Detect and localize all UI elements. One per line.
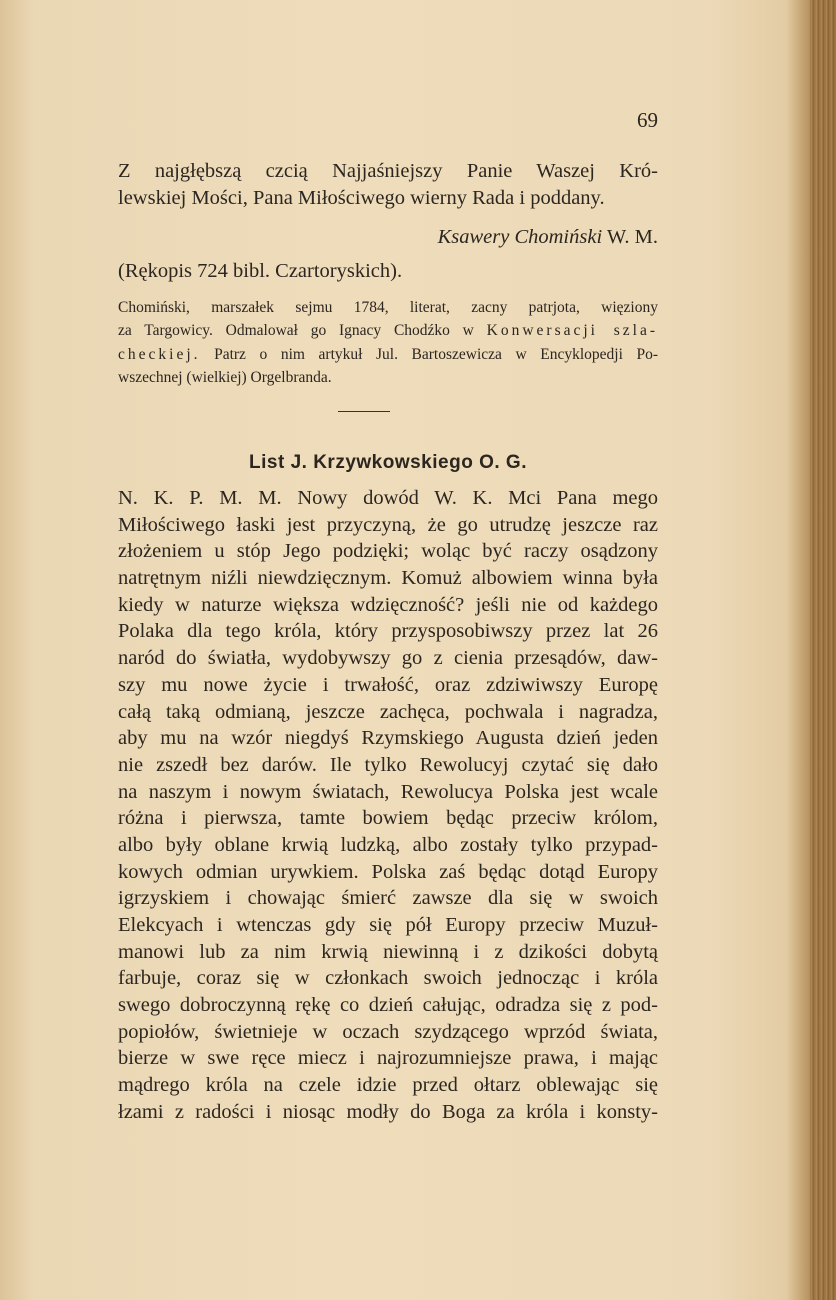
letter-line: złożeniem u stóp Jego podzięki; woląc być raczy osądzony (118, 540, 658, 563)
footnote-line-3 (118, 343, 658, 366)
footnote-spaced-title-end: checkiej. (118, 345, 201, 363)
letter-body (118, 485, 658, 1126)
footnote-line-4: wszechnej (wielkiej) Orgelbranda. (118, 368, 332, 386)
letter-line: swego dobroczynną rękę co dzień całując, odradza się z pod- (118, 994, 658, 1017)
signature-name: Ksawery Chomiński (437, 226, 603, 248)
signature (118, 226, 658, 249)
footnote-line-3-text: Patrz o nim artykuł Jul. Bartoszewicza w Encyklopedji Po- (214, 345, 658, 363)
book-spine-edge (810, 0, 836, 1300)
letter-line: szy mu nowe życie i trwałość, oraz zdziwiwszy Europę (118, 673, 658, 696)
letter-line: na naszym i nowym światach, Rewolucya Polska jest wcale (118, 780, 658, 803)
footnote-line-2 (118, 319, 658, 342)
letter-line: kowych odmian urywkiem. Polska zaś będąc dotąd Europy (118, 860, 658, 883)
letter-line: naród do światła, wydobywszy go z cienia przesądów, daw- (118, 647, 658, 670)
letter-line: manowi lub za nim krwią niewinną i z dzikości dobytą (118, 940, 658, 963)
closing-line-2: lewskiej Mości, Pana Miłościwego wierny Rada i poddany. (118, 186, 605, 209)
letter-line: różna i pierwsza, tamte bowiem będąc przeciw królom, (118, 807, 658, 830)
letter-line: mądrego króla na czele idzie przed ołtarz oblewając się (118, 1074, 658, 1097)
letter-line: albo były oblane krwią ludzką, albo zostały tylko przypad- (118, 833, 658, 856)
letter-line: bierze w swe ręce miecz i najrozumniejsze prawa, i mając (118, 1047, 658, 1070)
closing-paragraph (118, 158, 658, 211)
signature-suffix: W. M. (606, 226, 658, 248)
footnote (118, 296, 658, 389)
letter-line: kiedy w naturze większa wdzięczność? jeśli nie od każdego (118, 593, 658, 616)
closing-line-1: Z najgłębszą czcią Najjaśniejszy Panie Waszej Kró- (118, 160, 658, 182)
letter-line: Polaka dla tego króla, który przysposobiwszy przez lat 26 (118, 620, 658, 643)
footnote-spaced-title: Konwersacji szla- (486, 322, 658, 340)
letter-line: Miłościwego łaski jest przyczyną, że go utrudzę jeszcze raz (118, 513, 658, 536)
letter-line: N. K. P. M. M. Nowy dowód W. K. Mci Pana mego (118, 487, 658, 509)
section-divider (338, 411, 390, 412)
letter-line: Elekcyach i wtenczas gdy się pół Europy przeciw Muzuł- (118, 914, 658, 936)
letter-line: nie zszedł bez darów. Ile tylko Rewolucyj czytać się dało (118, 753, 658, 776)
letter-heading: List J. Krzywkowskiego O. G. (249, 452, 527, 473)
page-number: 69 (637, 108, 658, 132)
source-citation: (Rękopis 724 bibl. Czartoryskich). (118, 260, 403, 282)
letter-line: natrętnym niźli niewdzięcznym. Komuż albowiem winna była (118, 567, 658, 590)
letter-line: igrzyskiem i chowając śmierć zawsze dla się w swoich (118, 887, 658, 910)
letter-line: popiołów, świetnieje w oczach szydzącego wprzód świata, (118, 1020, 658, 1043)
letter-line: całą taką odmianą, jeszcze zachęca, pochwala i nagradza, (118, 700, 658, 723)
footnote-line-1: Chomiński, marszałek sejmu 1784, literat, zacny patrjota, więziony (118, 299, 658, 316)
footnote-line-2-text: za Targowicy. Odmalował go Ignacy Chodźko w (118, 322, 474, 340)
letter-line: farbuje, coraz się w członkach swoich jednocząc i króla (118, 967, 658, 990)
manuscript-source (118, 258, 658, 285)
letter-line: aby mu na wzór niegdyś Rzymskiego Augusta dzień jeden (118, 727, 658, 750)
letter-line: łzami z radości i niosąc modły do Boga za króla i konsty- (118, 1100, 658, 1123)
